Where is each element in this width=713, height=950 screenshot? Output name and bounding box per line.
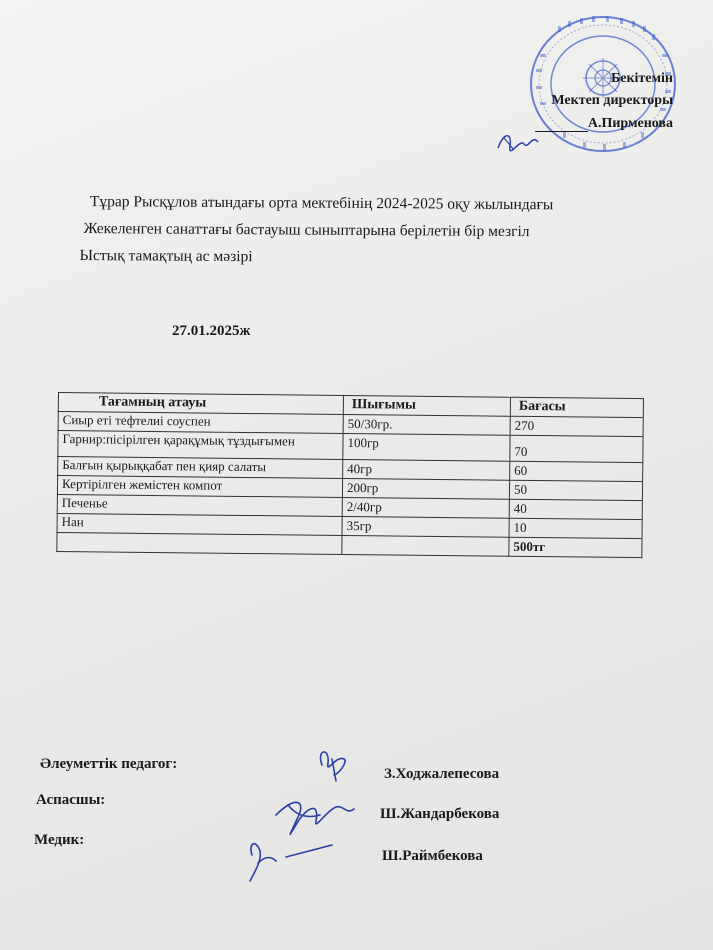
approval-position: Мектеп директоры (551, 93, 673, 108)
dish-name: Нан (57, 513, 342, 535)
title-line-2: Жекеленген санаттағы бастауыш сыныптарына берілетін бір мезгіл (83, 220, 530, 241)
handwritten-signatures (236, 745, 376, 895)
dish-price: 40 (509, 499, 642, 519)
dish-yield: 40гр (343, 459, 510, 480)
role-cook: Аспасшы: (36, 792, 106, 808)
dish-yield: 2/40гр (342, 497, 509, 518)
director-signature (494, 128, 542, 156)
header-price: Бағасы (510, 397, 643, 417)
dish-name: Печенье (57, 494, 342, 516)
dish-yield: 100гр (343, 433, 510, 461)
dish-yield: 200гр (342, 478, 509, 499)
dish-name: Балғын қырыққабат пен қияр салаты (58, 457, 343, 479)
role-medic: Медик: (34, 832, 85, 848)
approval-heading: Бекітемін (610, 71, 673, 86)
name-cook: Ш.Жандарбекова (380, 806, 500, 822)
dish-yield: 35гр (342, 516, 509, 537)
dish-price: 70 (510, 435, 643, 462)
header-yield: Шығымы (343, 395, 510, 416)
menu-table (56, 392, 644, 558)
dish-price: 50 (509, 480, 642, 500)
role-social-pedagogue: Әлеуметтік педагог: (40, 756, 178, 772)
empty-cell (342, 535, 509, 556)
header-dish-name: Тағамның атауы (58, 393, 343, 415)
name-social-pedagogue: З.Ходжалепесова (384, 766, 500, 782)
approval-director-name: ​ А.Пирменова (535, 112, 673, 135)
dish-price: 270 (510, 416, 643, 436)
dish-price: 10 (509, 518, 642, 538)
menu-date: 27.01.2025ж (172, 323, 251, 339)
document-title (79, 188, 660, 273)
empty-cell (57, 532, 342, 554)
dish-name: Сиыр еті тефтелиі соуспен (58, 412, 343, 434)
name-medic: Ш.Раймбекова (382, 848, 483, 864)
dish-yield: 50/30гр. (343, 414, 510, 435)
dish-price: 60 (510, 461, 643, 481)
title-line-3: Ыстық тамақтың ас мәзірі (79, 246, 253, 266)
dish-name: Кертірілген жемістен компот (57, 476, 342, 498)
dish-name: Гарнир:пісірілген қарақұмық тұздығымен (58, 431, 343, 460)
title-line-1: Тұрар Рысқұлов атындағы орта мектебінің 2024-2025 оқу жылындағы (89, 193, 554, 214)
approval-block (535, 68, 673, 135)
total-price: 500тг (509, 537, 642, 557)
